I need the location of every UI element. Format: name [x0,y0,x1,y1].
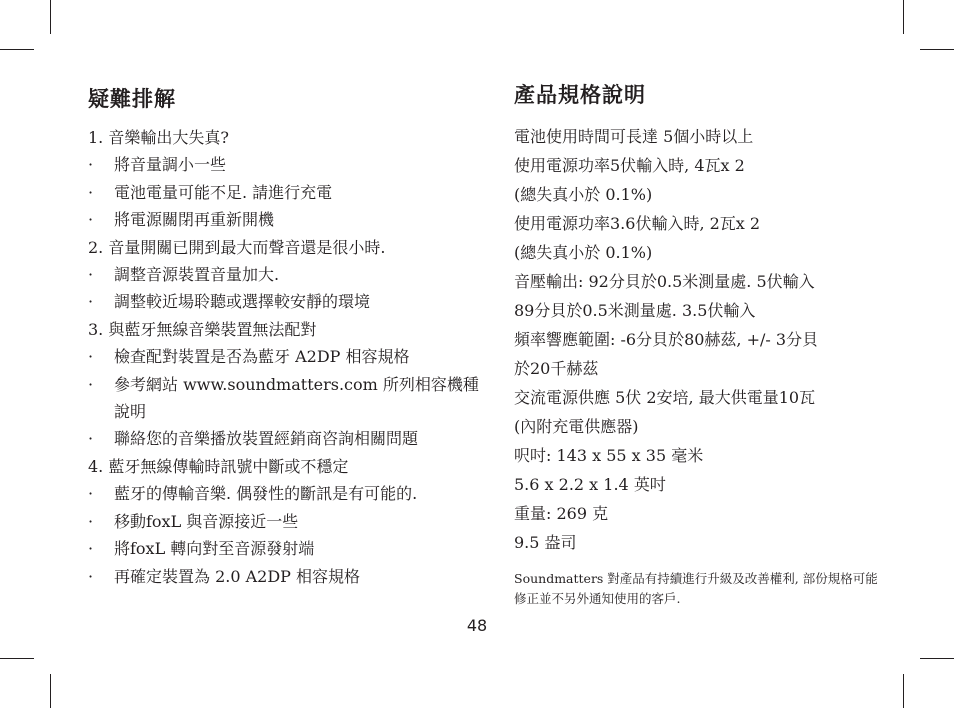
crop-mark [50,674,51,708]
crop-mark [903,0,904,34]
troubleshooting-bullet [88,288,488,315]
bullet-marker: · [88,155,94,175]
bullet-marker: · [88,210,94,230]
troubleshooting-heading: 疑難排解 [88,87,176,111]
spec-line: 頻率響應範圍: -6分貝於80赫茲, +/- 3分貝 [514,330,819,349]
troubleshooting-bullet [88,480,488,507]
specifications-note: Soundmatters 對產品有持續進行升級及改善權利, 部份規格可能修正並不另外通知使用的客戶. [514,571,878,606]
spec-line: 使用電源功率5伏輸入時, 4瓦x 2 [514,156,745,175]
bullet-marker: · [88,429,94,449]
spec-line: (內附充電供應器) [514,417,639,436]
bullet-text: 將foxL 轉向對至音源發射端 [114,539,315,559]
troubleshooting-question: 2. 音量開關已開到最大而聲音還是很小時. [88,237,386,257]
troubleshooting-bullet [88,535,488,562]
spec-line: 音壓輸出: 92分貝於0.5米測量處. 5伏輸入 [514,272,815,291]
troubleshooting-question: 3. 與藍牙無線音樂裝置無法配對 [88,319,317,339]
crop-mark [920,49,954,50]
specifications-heading: 產品規格說明 [514,83,646,107]
bullet-text: 聯絡您的音樂播放裝置經銷商咨詢相關問題 [114,429,419,449]
crop-mark [50,0,51,34]
crop-mark [920,658,954,659]
spec-line: 5.6 x 2.2 x 1.4 英吋 [514,475,666,494]
troubleshooting-list [88,124,488,590]
troubleshooting-bullet [88,563,488,590]
troubleshooting-question: 1. 音樂輸出大失真? [88,128,229,147]
spec-line: 呎吋: 143 x 55 x 35 毫米 [514,446,704,465]
spec-line: 89分貝於0.5米測量處. 3.5伏輸入 [514,301,756,320]
bullet-marker: · [88,265,94,285]
bullet-text: 再確定裝置為 2.0 A2DP 相容規格 [114,566,361,586]
spec-line: 9.5 盎司 [514,533,577,552]
bullet-marker: · [88,347,94,367]
bullet-text: 藍牙的傳輸音樂. 偶發性的斷訊是有可能的. [114,484,418,504]
troubleshooting-bullet [88,371,488,426]
crop-mark [903,674,904,708]
bullet-text: 調整較近場聆聽或選擇較安靜的環境 [114,292,371,312]
troubleshooting-bullet [88,151,488,178]
bullet-text: 電池電量可能不足. 請進行充電 [114,182,333,202]
spec-line: 重量: 269 克 [514,504,609,523]
page-number: 48 [466,616,488,635]
bullet-text: 將音量調小一些 [114,155,227,175]
crop-mark [0,49,34,50]
specifications-list [514,122,886,557]
troubleshooting-question: 4. 藍牙無線傳輸時訊號中斷或不穩定 [88,456,349,476]
bullet-text: 調整音源裝置音量加大. [114,265,280,285]
bullet-marker: · [88,292,94,312]
spec-line: 於20千赫茲 [514,359,599,378]
bullet-marker: · [88,539,94,559]
bullet-text: 參考網站 www.soundmatters.com 所列相容機種說明 [114,374,479,422]
spec-line: 使用電源功率3.6伏輸入時, 2瓦x 2 [514,214,761,233]
bullet-marker: · [88,484,94,504]
spec-line: 交流電源供應 5伏 2安培, 最大供電量10瓦 [514,388,816,407]
troubleshooting-bullet [88,508,488,535]
troubleshooting-bullet [88,179,488,206]
bullet-text: 移動foxL 與音源接近一些 [114,511,299,531]
bullet-text: 檢查配對裝置是否為藍牙 A2DP 相容規格 [114,347,410,367]
bullet-marker: · [88,566,94,586]
troubleshooting-bullet [88,343,488,370]
troubleshooting-bullet [88,425,488,452]
bullet-marker: · [88,511,94,531]
spec-line: 電池使用時間可長達 5個小時以上 [514,127,754,146]
bullet-marker: · [88,182,94,202]
troubleshooting-bullet [88,261,488,288]
specifications-section [514,80,886,622]
spec-line: (總失真小於 0.1%) [514,243,653,262]
bullet-marker: · [88,374,94,394]
troubleshooting-bullet [88,206,488,233]
troubleshooting-section [88,84,488,590]
crop-mark [0,658,34,659]
bullet-text: 將電源關閉再重新開機 [114,210,275,230]
spec-line: (總失真小於 0.1%) [514,185,653,204]
